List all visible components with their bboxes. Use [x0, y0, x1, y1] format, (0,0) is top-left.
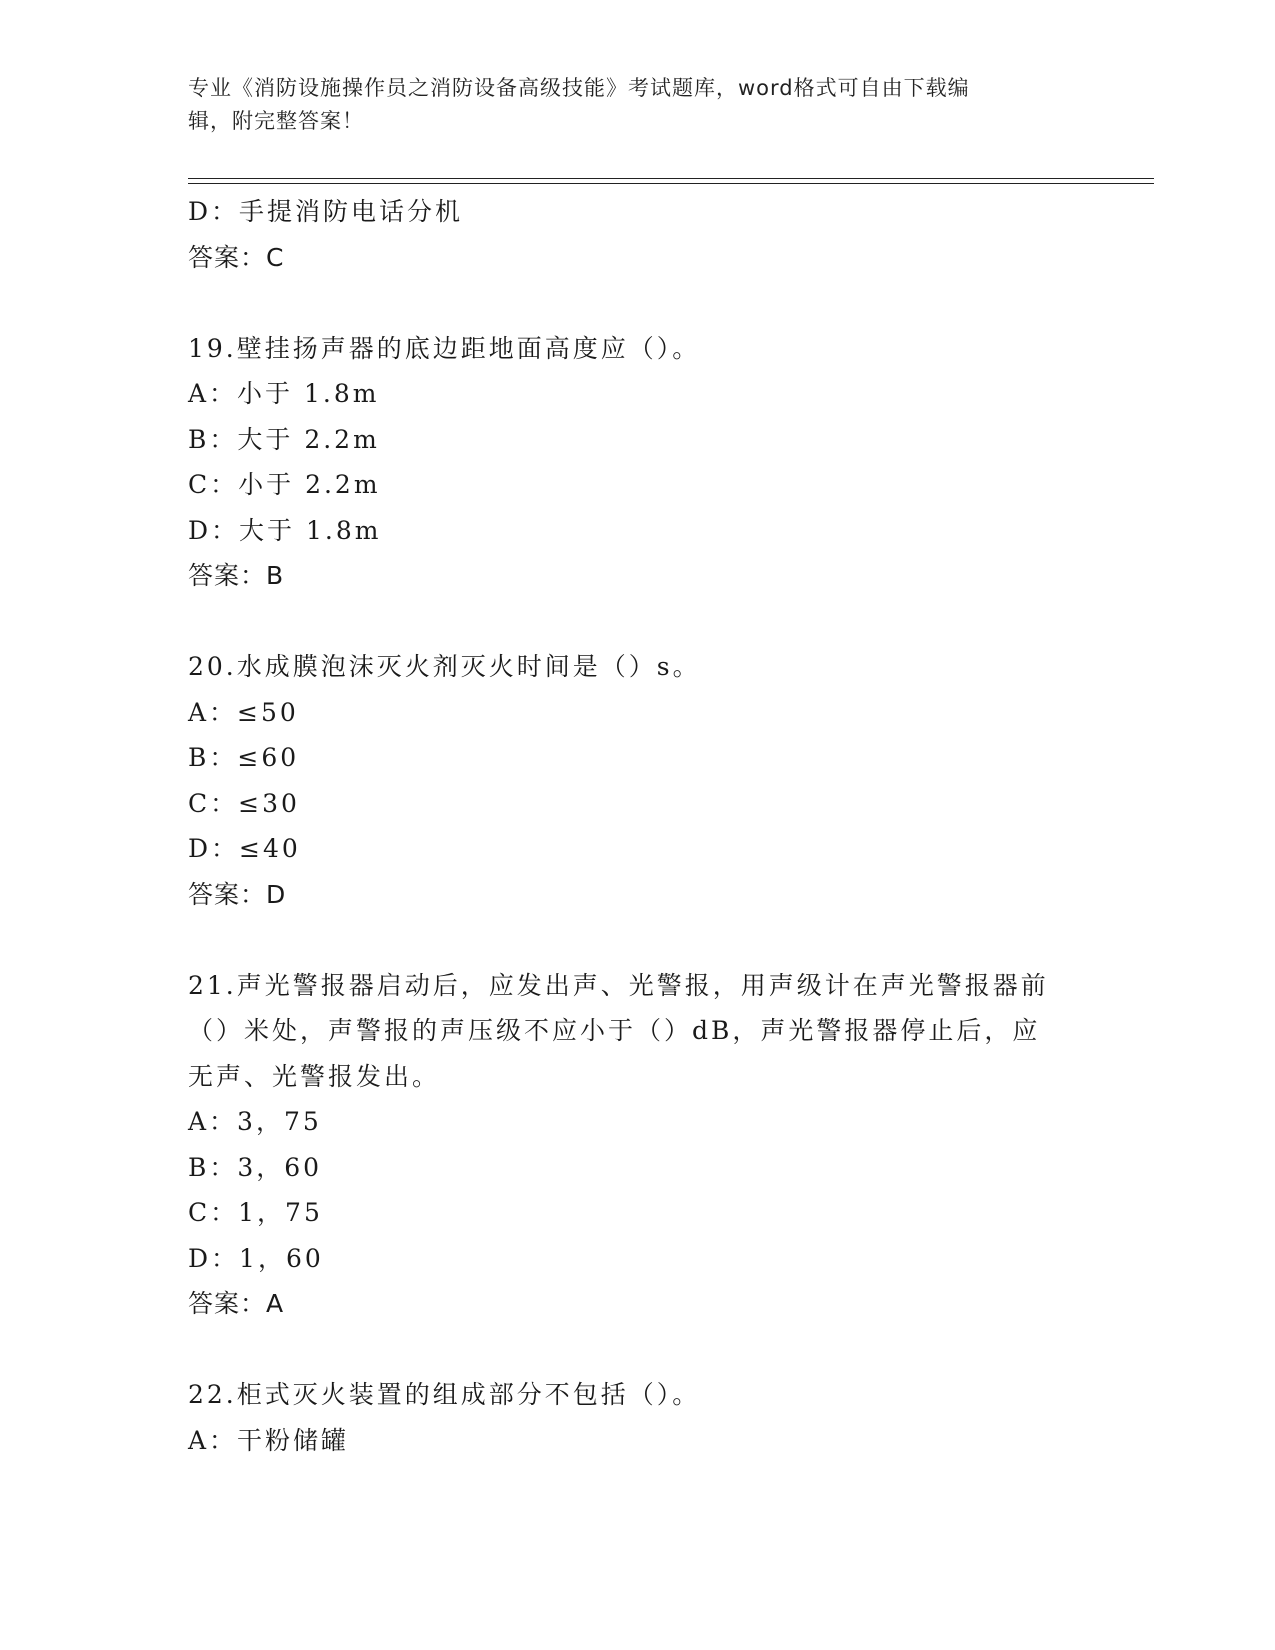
answer-label: 答案：: [188, 242, 267, 272]
option-c: C：小于 2.2m: [188, 470, 381, 499]
answer-label: 答案：: [188, 879, 267, 909]
option-d: D：大于 1.8m: [188, 515, 382, 545]
option-c: C：1，75: [188, 1198, 323, 1227]
answer-line: [188, 235, 1088, 281]
question-stem: 22.柜式灭火装置的组成部分不包括（）。: [188, 1380, 701, 1409]
option-a: A：小于 1.8m: [188, 379, 380, 408]
option-d: D：手提消防电话分机: [188, 197, 464, 226]
answer-value: D: [266, 879, 287, 909]
spacer: [188, 1327, 1088, 1373]
question-stem-line-1: 21.声光警报器启动后，应发出声、光警报，用声级计在声光警报器前: [188, 970, 1049, 1000]
answer-line: [188, 1281, 1088, 1327]
option-d: D：≤40: [188, 834, 301, 863]
question-stem: 20.水成膜泡沫灭火剂灭火时间是（）s。: [188, 652, 701, 681]
option-c: C：≤30: [188, 788, 300, 818]
question-stem-line-2: （）米处，声警报的声压级不应小于（）dB，声光警报器停止后，应: [188, 1016, 1041, 1045]
option-b: B：≤60: [188, 743, 300, 772]
question-stem-line-3: 无声、光警报发出。: [188, 1061, 441, 1091]
spacer: [188, 280, 1088, 326]
answer-line: [188, 553, 1088, 599]
spacer: [188, 917, 1088, 963]
answer-label: 答案：: [188, 1289, 267, 1318]
option-d: D：1，60: [188, 1243, 324, 1273]
spacer: [188, 599, 1088, 645]
option-a: A：干粉储罐: [188, 1425, 350, 1455]
answer-value: C: [266, 242, 285, 272]
header-divider-top: [188, 178, 1154, 179]
option-a: A：≤50: [188, 697, 299, 727]
option-b: B：大于 2.2m: [188, 424, 380, 454]
answer-label: 答案：: [188, 561, 267, 590]
header-line-2: 辑，附完整答案！: [188, 109, 364, 133]
header-line-1: 专业《消防设施操作员之消防设备高级技能》考试题库，word格式可自由下载编: [188, 76, 970, 100]
question-list: [188, 189, 1088, 1463]
header-divider-bottom: [188, 183, 1154, 184]
question-stem: 19.壁挂扬声器的底边距地面高度应（）。: [188, 333, 701, 363]
answer-line: [188, 872, 1088, 918]
answer-value: A: [266, 1289, 285, 1318]
option-a: A：3，75: [188, 1107, 322, 1136]
document-header: [188, 72, 1068, 138]
option-b: B：3，60: [188, 1152, 323, 1182]
answer-value: B: [266, 561, 285, 590]
